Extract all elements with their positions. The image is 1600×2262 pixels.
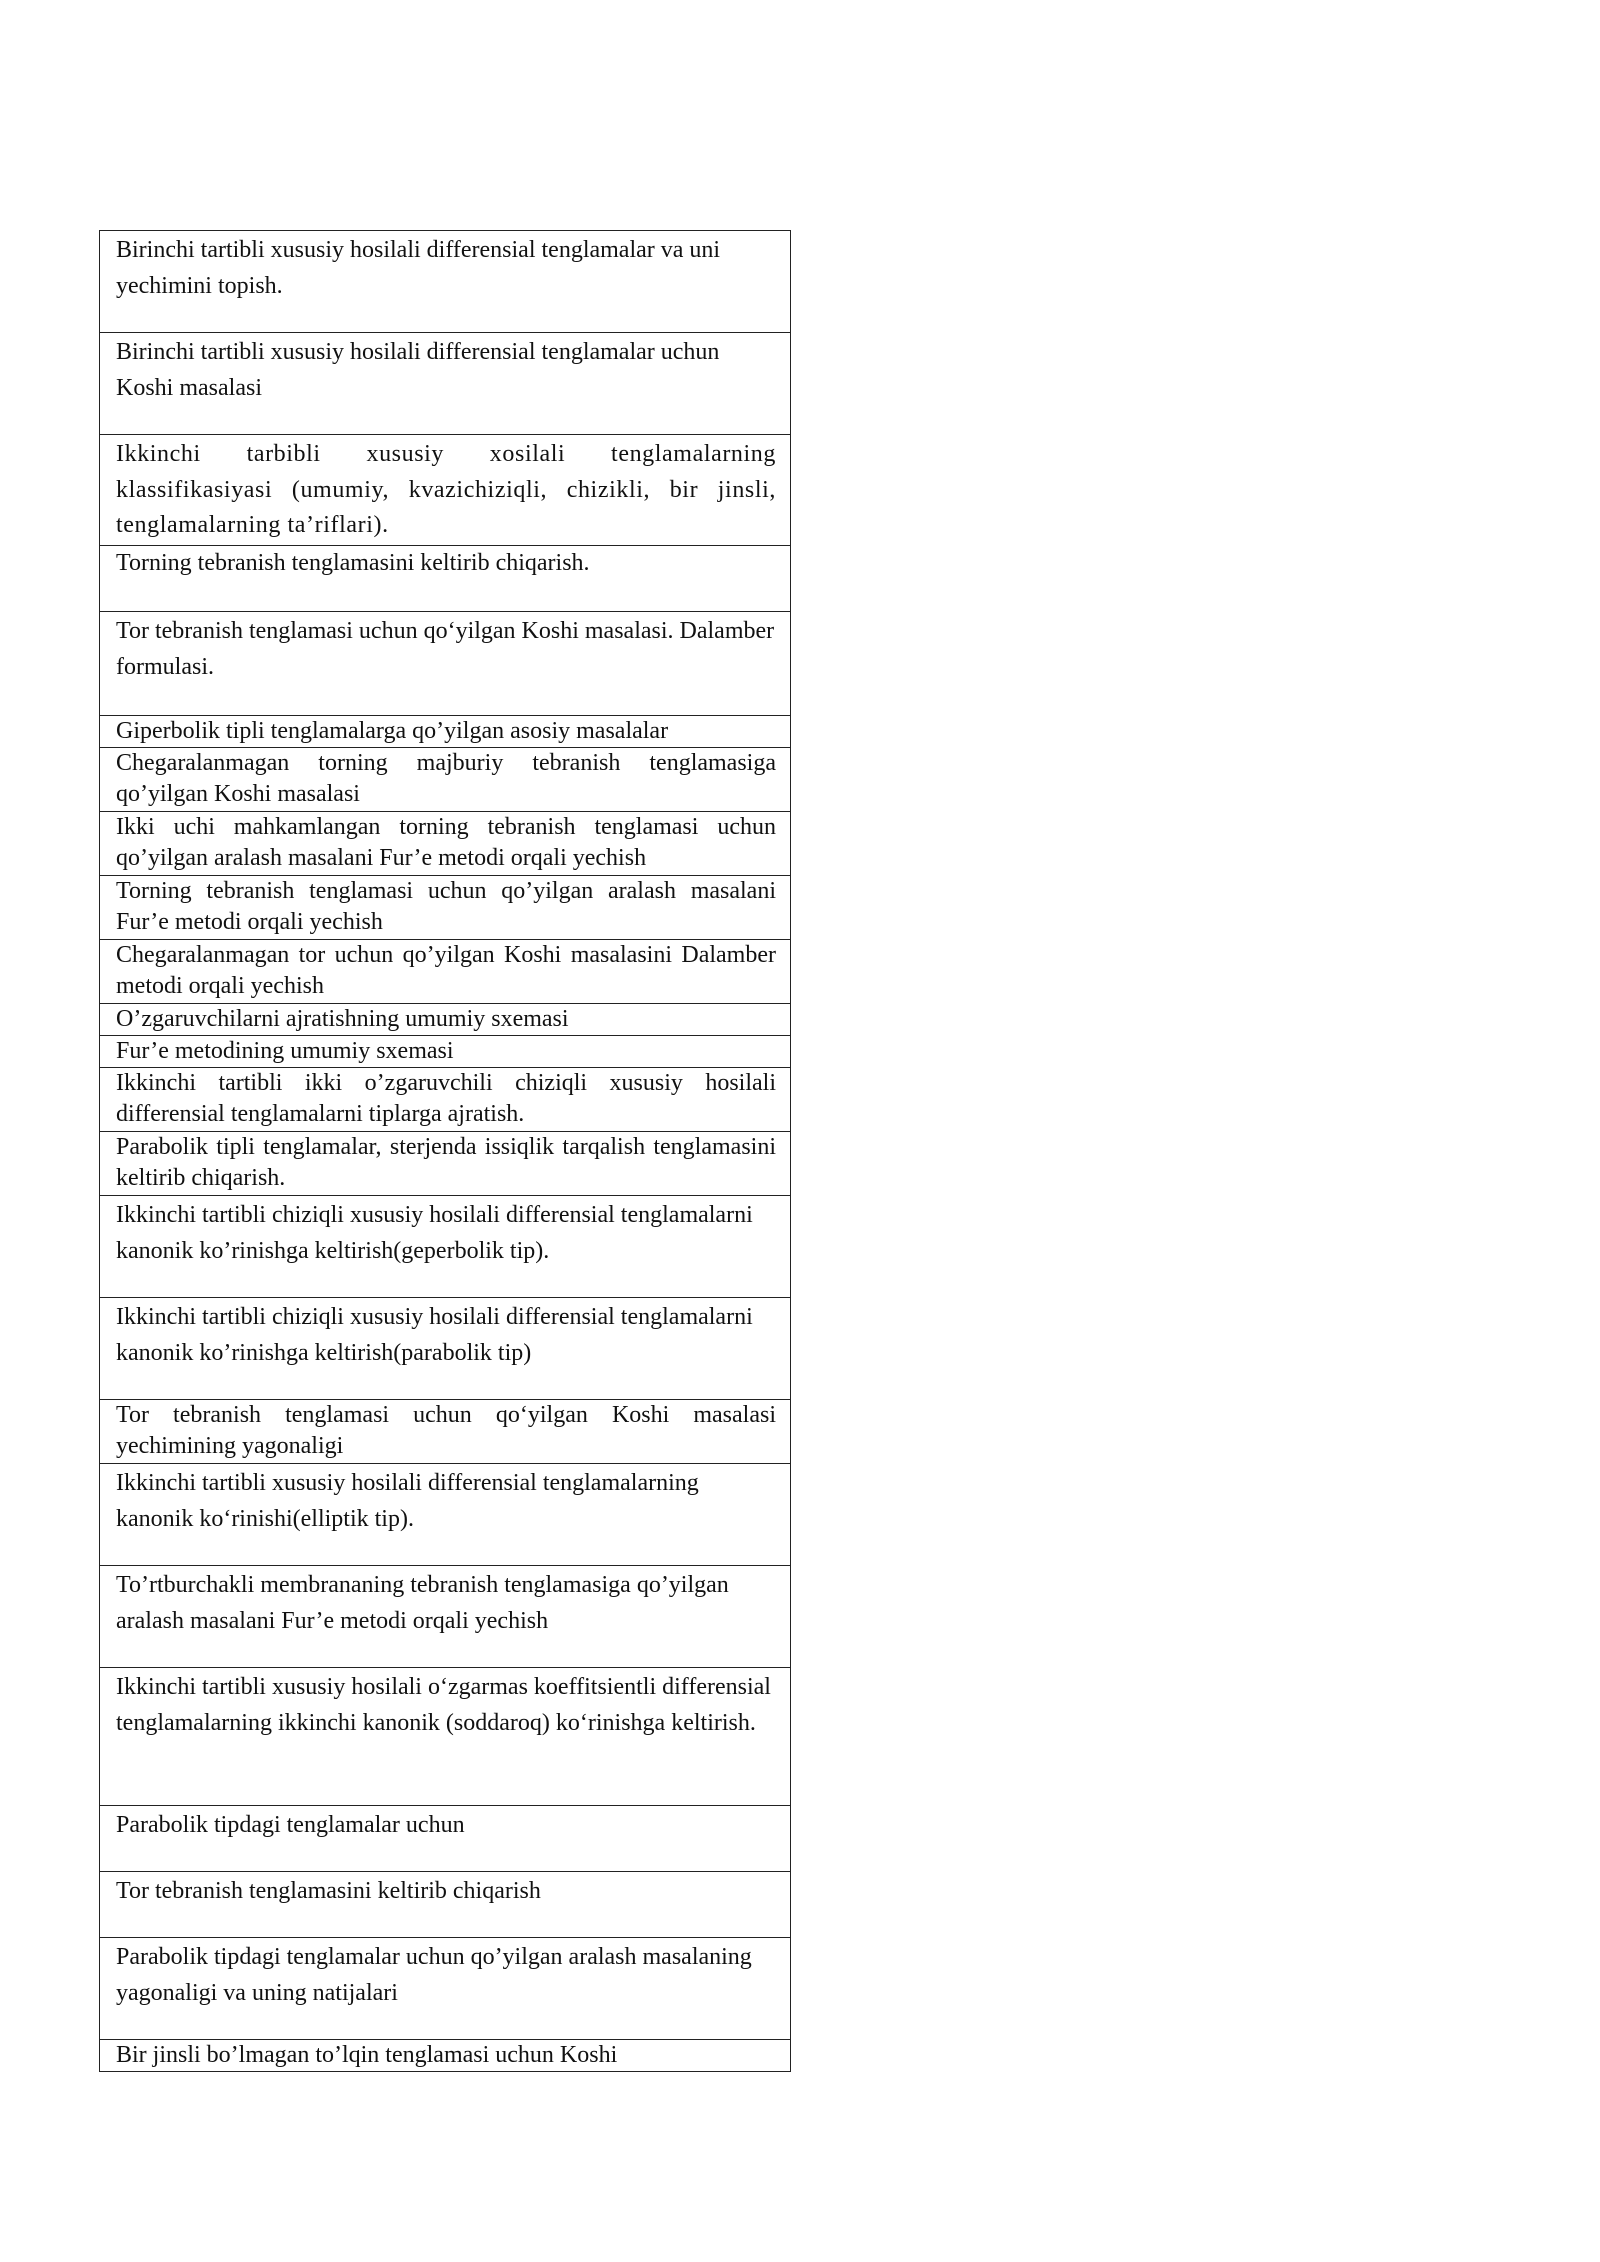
- topic-cell: Parabolik tipdagi tenglamalar uchun qo’yilgan aralash masalaning yagonaligi va uning natijalari: [100, 1938, 791, 2040]
- topic-cell: Ikkinchi tarbibli xususiy xosilali tenglamalarning klassifikasiyasi (umumiy, kvazichiziqli, chizikli, bir jinsli, tenglamalarning ta’riflari).: [100, 435, 791, 546]
- topic-cell: Bir jinsli bo’lmagan to’lqin tenglamasi uchun Koshi: [100, 2040, 791, 2072]
- table-row: [100, 1400, 791, 1464]
- table-row: [100, 1668, 791, 1806]
- table-row: [100, 1036, 791, 1068]
- table-row: [100, 940, 791, 1004]
- table-row: [100, 546, 791, 612]
- table-row: [100, 748, 791, 812]
- table-row: [100, 612, 791, 716]
- table-row: [100, 1068, 791, 1132]
- topic-cell: Chegaralanmagan tor uchun qo’yilgan Koshi masalasini Dalamber metodi orqali yechish: [100, 940, 791, 1004]
- table-row: [100, 812, 791, 876]
- table-row: [100, 1938, 791, 2040]
- table-row: [100, 1464, 791, 1566]
- topic-cell: Parabolik tipli tenglamalar, sterjenda issiqlik tarqalish tenglamasini keltirib chiqarish.: [100, 1132, 791, 1196]
- table-row: [100, 1298, 791, 1400]
- table-row: [100, 435, 791, 546]
- table-row: [100, 2040, 791, 2072]
- table-row: [100, 1132, 791, 1196]
- topic-cell: Tor tebranish tenglamasi uchun qo‘yilgan Koshi masalasi yechimining yagonaligi: [100, 1400, 791, 1464]
- topic-cell: Giperbolik tipli tenglamalarga qo’yilgan asosiy masalalar: [100, 716, 791, 748]
- table-row: [100, 1566, 791, 1668]
- table-row: [100, 231, 791, 333]
- topic-cell: To’rtburchakli membrananing tebranish tenglamasiga qo’yilgan aralash masalani Fur’e metodi orqali yechish: [100, 1566, 791, 1668]
- table-row: [100, 333, 791, 435]
- topic-cell: Tor tebranish tenglamasini keltirib chiqarish: [100, 1872, 791, 1938]
- topic-cell: Ikki uchi mahkamlangan torning tebranish tenglamasi uchun qo’yilgan aralash masalani Fur’e metodi orqali yechish: [100, 812, 791, 876]
- topic-cell: Torning tebranish tenglamasi uchun qo’yilgan aralash masalani Fur’e metodi orqali yechish: [100, 876, 791, 940]
- table-row: [100, 1004, 791, 1036]
- topic-cell: Ikkinchi tartibli chiziqli xususiy hosilali differensial tenglamalarni kanonik ko’rinishga keltirish(geperbolik tip).: [100, 1196, 791, 1298]
- topic-cell: Fur’e metodining umumiy sxemasi: [100, 1036, 791, 1068]
- topic-cell: Parabolik tipdagi tenglamalar uchun: [100, 1806, 791, 1872]
- table-row: [100, 1806, 791, 1872]
- topic-cell: Ikkinchi tartibli chiziqli xususiy hosilali differensial tenglamalarni kanonik ko’rinishga keltirish(parabolik tip): [100, 1298, 791, 1400]
- topic-cell: Torning tebranish tenglamasini keltirib chiqarish.: [100, 546, 791, 612]
- topic-cell: Ikkinchi tartibli ikki o’zgaruvchili chiziqli xususіy hosilali differensial tenglamalarni tiplarga ajratish.: [100, 1068, 791, 1132]
- topic-cell: Birinchi tartibli xususiy hosilali differensial tenglamalar va uni yechimini topish.: [100, 231, 791, 333]
- topic-cell: O’zgaruvchilarni ajratishning umumiy sxemasi: [100, 1004, 791, 1036]
- topic-cell: Birinchi tartibli xususiy hosilali differensial tenglamalar uchun Koshi masalasi: [100, 333, 791, 435]
- topic-cell: Ikkinchi tartibli xususiy hosilali differensial tenglamalarning kanonik ko‘rinishi(elliptik tip).: [100, 1464, 791, 1566]
- topic-cell: Chegaralanmagan torning majburiy tebranish tenglamasiga qo’yilgan Koshi masalasi: [100, 748, 791, 812]
- table-row: [100, 1872, 791, 1938]
- topic-cell: Tor tebranish tenglamasi uchun qo‘yilgan Koshi masalasi. Dalamber formulasi.: [100, 612, 791, 716]
- table-row: [100, 1196, 791, 1298]
- table-row: [100, 716, 791, 748]
- topics-table: [99, 230, 791, 2072]
- topic-cell: Ikkinchi tartibli xususiy hosilali o‘zgarmas koeffitsientli differensial tenglamalarning ikkinchi kanonik (soddaroq) ko‘rinishga keltirish.: [100, 1668, 791, 1806]
- table-row: [100, 876, 791, 940]
